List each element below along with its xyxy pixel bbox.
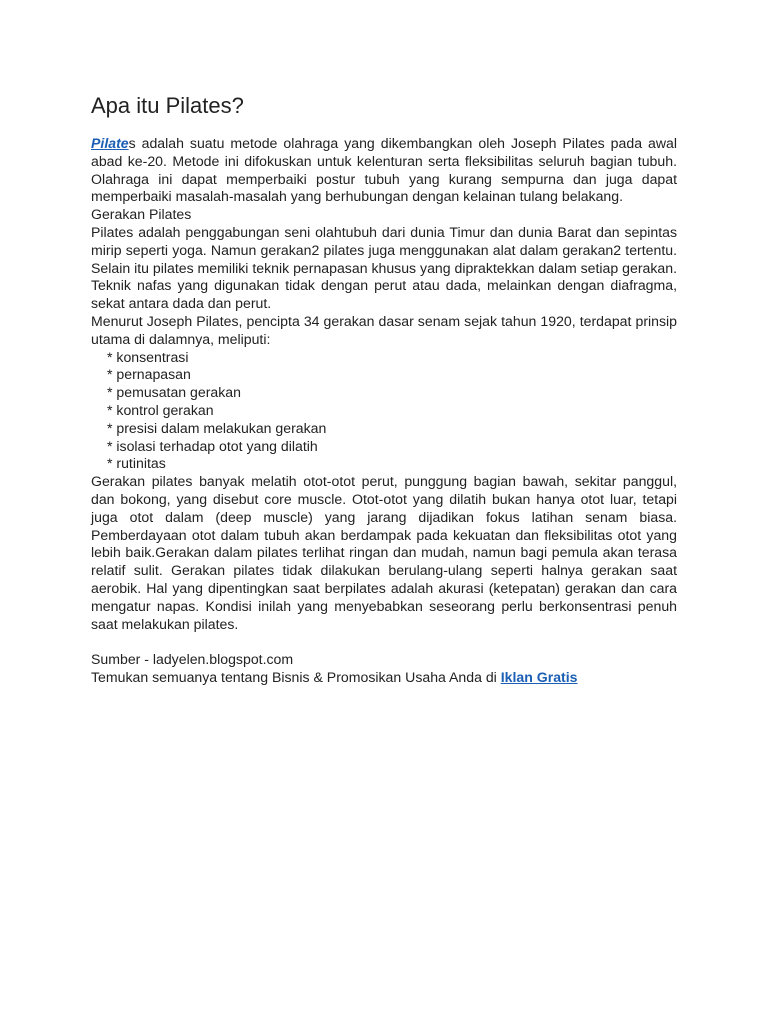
list-item: * pernapasan bbox=[107, 366, 191, 383]
principles-list bbox=[91, 349, 677, 474]
article-body bbox=[91, 135, 677, 687]
list-item: * konsentrasi bbox=[107, 348, 189, 365]
list-item: * kontrol gerakan bbox=[107, 401, 214, 418]
intro-paragraph bbox=[91, 135, 677, 206]
pilates-link[interactable]: Pilate bbox=[91, 135, 129, 151]
source-line: Sumber - ladyelen.blogspot.com bbox=[91, 651, 294, 668]
iklan-gratis-link[interactable]: Iklan Gratis bbox=[500, 668, 578, 685]
promo-line bbox=[91, 669, 677, 687]
list-item: * isolasi terhadap otot yang dilatih bbox=[107, 437, 318, 454]
list-item: * rutinitas bbox=[107, 455, 166, 472]
promo-text: Temukan semuanya tentang Bisnis & Promosikan Usaha Anda di bbox=[91, 668, 501, 685]
paragraph-principles-intro: Menurut Joseph Pilates, pencipta 34 gerakan dasar senam sejak tahun 1920, terdapat prinsip utama di dalamnya, meliputi: bbox=[91, 312, 677, 347]
list-item: * presisi dalam melakukan gerakan bbox=[107, 419, 327, 436]
paragraph-core-muscle: Gerakan pilates banyak melatih otot-otot perut, punggung bagian bawah, sekitar panggul, dan bokong, yang disebut core muscle. Otot-otot yang dilatih bukan hanya otot luar, tetapi juga otot dalam (deep muscle) yang jarang dijadikan fokus latihan senam biasa. Pemberdayaan otot dalam tubuh akan berdampak pada kekuatan dan fleksibilitas otot yang lebih baik.Gerakan dalam pilates terlihat ringan dan mudah, namun bagi pemula akan terasa relatif sulit. Gerakan pilates tidak dilakukan berulang-ulang seperti halnya gerakan saat aerobik. Hal yang dipentingkan saat berpilates adalah akurasi (ketepatan) gerakan dan cara mengatur napas. Kondisi inilah yang menyebabkan seseorang perlu berkonsentrasi penuh saat melakukan pilates. bbox=[91, 473, 677, 632]
paragraph-pilates-origin: Pilates adalah penggabungan seni olahtubuh dari dunia Timur dan dunia Barat dan sepintas mirip seperti yoga. Namun gerakan2 pilates juga menggunakan alat dalam gerakan2 tertentu. Selain itu pilates memiliki teknik pernapasan khusus yang dipraktekkan dalam setiap gerakan. Teknik nafas yang digunakan tidak dengan perut atau dada, melainkan dengan diafragma, sekat antara dada dan perut. bbox=[91, 223, 677, 312]
paragraph-spacer bbox=[91, 633, 677, 651]
list-item: * pemusatan gerakan bbox=[107, 384, 241, 401]
section-heading: Gerakan Pilates bbox=[91, 206, 192, 223]
intro-text: s adalah suatu metode olahraga yang dikembangkan oleh Joseph Pilates pada awal abad ke-20. Metode ini difokuskan untuk kelenturan serta fleksibilitas seluruh bagian tubuh. Olahraga ini dapat memperbaiki postur tubuh yang kurang sempurna dan juga dapat memperbaiki masalah-masalah yang berhubungan dengan kelainan tulang belakang. bbox=[91, 135, 677, 205]
page-title: Apa itu Pilates? bbox=[91, 93, 244, 118]
